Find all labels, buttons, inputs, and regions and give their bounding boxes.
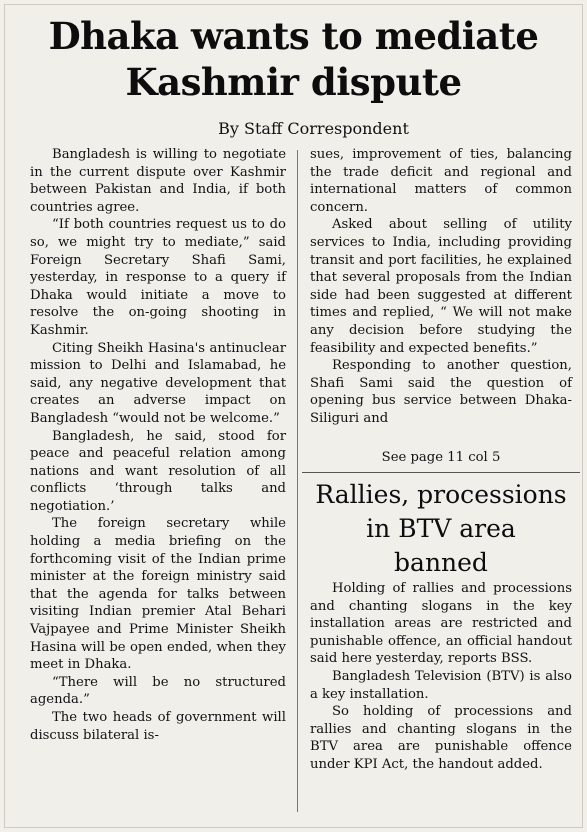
brief-headline-line-2: in BTV area (366, 514, 516, 543)
byline: By Staff Correspondent (218, 119, 409, 138)
article-paragraph: Bangladesh is willing to negotiate in the current dispute over Kashmir between Pakistan and India, if both countries agree. (30, 147, 286, 215)
brief-body (310, 580, 572, 774)
article-paragraph: sues, improvement of ties, balancing the trade deficit and regional and international matters of common concern. (310, 147, 572, 215)
article-column-left (30, 146, 286, 744)
column-divider (297, 150, 298, 812)
article-paragraph: “If both countries request us to do so, we might try to mediate,” said Foreign Secretary Shafi Sami, yesterday, in response to a query if Dhaka would initiate a move to resolve the on-going shooting in Kashmir. (30, 217, 286, 338)
brief-paragraph: Bangladesh Television (BTV) is also a key installation. (310, 668, 572, 702)
brief-headline (302, 478, 580, 580)
article-paragraph: The foreign secretary while holding a media briefing on the forthcoming visit of the Indian prime minister at the foreign ministry said that the agenda for talks between visiting Indian premier Atal Behari Vajpayee and Prime Minister Sheikh Hasina will be open ended, when they meet in Dhaka. (30, 516, 286, 673)
article-paragraph: Asked about selling of utility services to India, including providing transit and port facilities, he explained that several proposals from the Indian side had been suggested at different times and replied, “ We will not make any decision before studying the feasibility and expected benefits.” (310, 217, 572, 356)
headline-line-2: Kashmir dispute (125, 60, 462, 104)
article-paragraph: Bangladesh, he said, stood for peace and peaceful relation among nations and want resolution of all conflicts ‘through talks and negotiation.’ (30, 428, 286, 514)
article-column-right (310, 146, 572, 428)
section-divider (302, 472, 580, 473)
brief-headline-line-3: banned (394, 548, 488, 577)
headline-line-1: Dhaka wants to mediate (48, 14, 539, 58)
continuation-note: See page 11 col 5 (381, 450, 501, 465)
article-paragraph: “There will be no structured agenda.” (30, 674, 286, 708)
brief-paragraph: Holding of rallies and processions and chanting slogans in the key installation areas are restricted and punishable offence, an official handout said here yesterday, reports BSS. (310, 581, 572, 667)
article-paragraph: Responding to another question, Shafi Sami said the question of opening bus service between Dhaka-Siliguri and (310, 358, 572, 426)
brief-headline-line-1: Rallies, processions (315, 480, 567, 509)
article-paragraph: The two heads of government will discuss bilateral is- (30, 710, 286, 743)
brief-paragraph: So holding of processions and rallies and chanting slogans in the BTV area are punishable offence under KPI Act, the handout added. (310, 704, 572, 772)
article-paragraph: Citing Sheikh Hasina's antinuclear mission to Delhi and Islamabad, he said, any negative development that creates an adverse impact on Bangladesh “would not be welcome.” (30, 340, 286, 426)
